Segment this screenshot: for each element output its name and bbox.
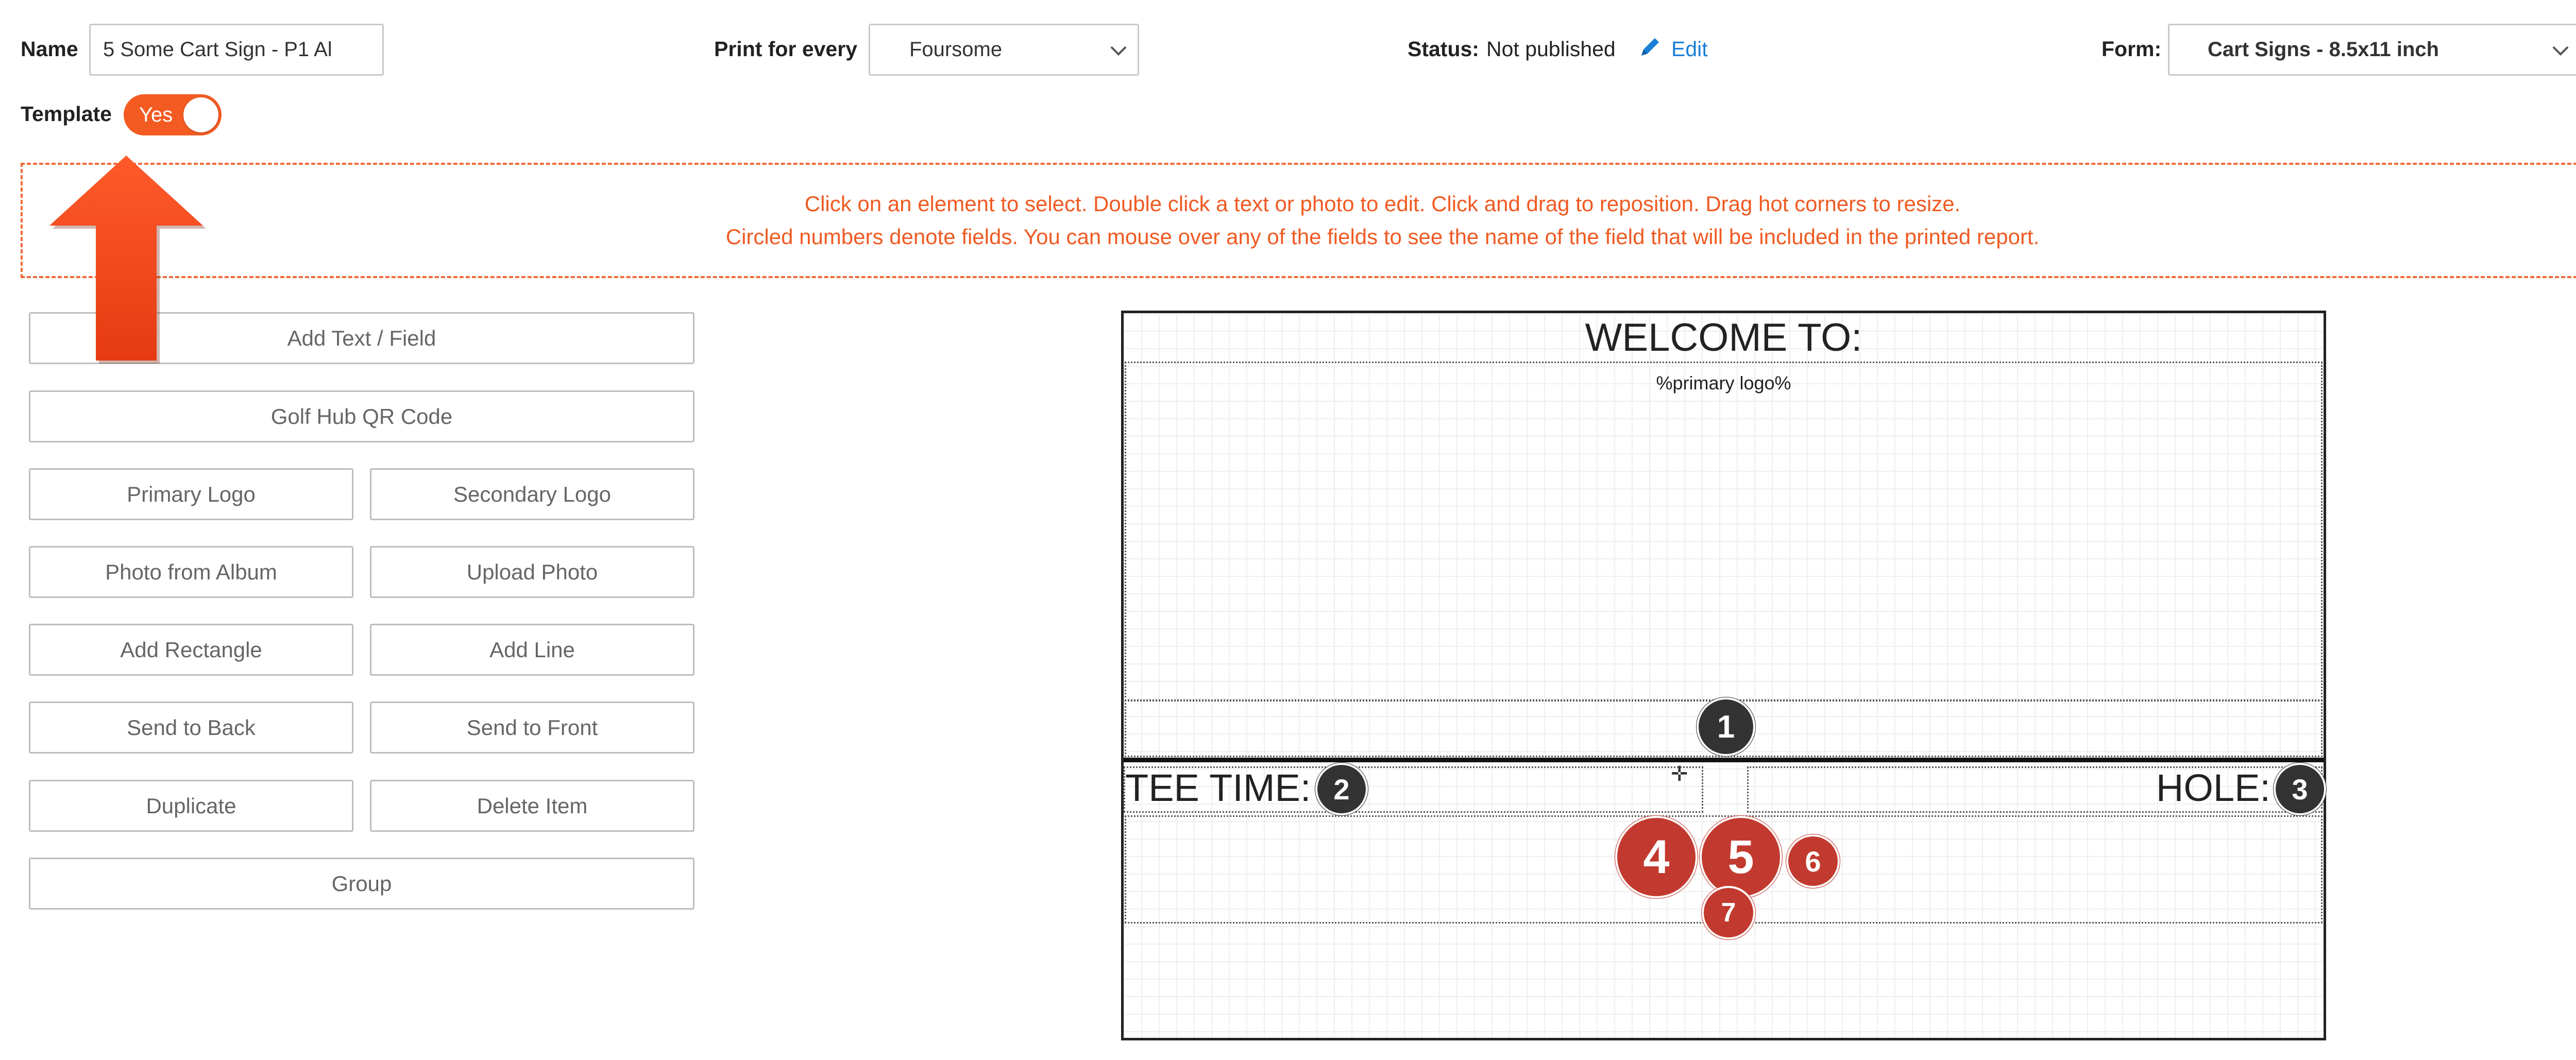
- primary-logo-placeholder: %primary logo%: [1656, 372, 1791, 394]
- welcome-text[interactable]: WELCOME TO:: [1585, 316, 1862, 360]
- status-value: Not published: [1486, 37, 1616, 61]
- instructions-banner: [21, 163, 2576, 278]
- add-line-button[interactable]: Add Line: [370, 624, 694, 676]
- form-select-value: Cart Signs - 8.5x11 inch: [2208, 38, 2439, 61]
- print-for-every-label: Print for every: [714, 37, 857, 61]
- print-for-every-value: Foursome: [909, 38, 1003, 61]
- field-badge-6[interactable]: 6: [1786, 834, 1840, 888]
- golf-hub-qr-code-button[interactable]: Golf Hub QR Code: [29, 390, 694, 442]
- tee-time-label: TEE TIME:: [1125, 766, 1311, 809]
- form-label: Form:: [2102, 37, 2162, 61]
- toggle-knob: [183, 97, 218, 132]
- send-to-front-button[interactable]: Send to Front: [370, 702, 694, 754]
- instructions-line-2: Circled numbers denote fields. You can mouse over any of the fields to see the name of the field that will be included in the printed report.: [725, 225, 2040, 249]
- hole-box[interactable]: [1747, 766, 2323, 813]
- template-label: Template: [21, 102, 112, 126]
- delete-item-button[interactable]: Delete Item: [370, 780, 694, 832]
- group-button[interactable]: Group: [29, 858, 694, 910]
- primary-logo-box[interactable]: [1125, 362, 2323, 702]
- up-arrow-icon: [46, 149, 206, 366]
- add-rectangle-button[interactable]: Add Rectangle: [29, 624, 353, 676]
- field-badge-2[interactable]: 2: [1315, 763, 1368, 815]
- primary-logo-button[interactable]: Primary Logo: [29, 468, 353, 520]
- name-input-value: 5 Some Cart Sign - P1 Al: [103, 38, 332, 61]
- field-badge-5[interactable]: 5: [1700, 816, 1782, 898]
- status-label: Status:: [1408, 37, 1479, 61]
- divider-line[interactable]: [1124, 758, 2324, 762]
- photo-from-album-button[interactable]: Photo from Album: [29, 546, 353, 598]
- field-badge-3[interactable]: 3: [2274, 763, 2326, 815]
- template-toggle[interactable]: [124, 94, 222, 135]
- form-select[interactable]: [2168, 24, 2576, 76]
- field-badge-7[interactable]: 7: [1702, 886, 1755, 939]
- field-badge-1[interactable]: 1: [1697, 697, 1755, 756]
- instructions-line-1: Click on an element to select. Double click a text or photo to edit. Click and drag to reposition. Drag hot corners to resize.: [804, 192, 1961, 216]
- status-edit-link[interactable]: Edit: [1671, 37, 1708, 61]
- send-to-back-button[interactable]: Send to Back: [29, 702, 353, 754]
- name-input[interactable]: [89, 24, 384, 76]
- secondary-logo-button[interactable]: Secondary Logo: [370, 468, 694, 520]
- name-label: Name: [21, 37, 78, 61]
- print-for-every-select[interactable]: [869, 24, 1139, 76]
- move-cursor-icon: ✛: [1671, 763, 1688, 785]
- pencil-icon[interactable]: [1638, 35, 1662, 59]
- upload-photo-button[interactable]: Upload Photo: [370, 546, 694, 598]
- template-toggle-label: Yes: [139, 103, 173, 126]
- add-text-field-button[interactable]: Add Text / Field: [29, 312, 694, 364]
- design-canvas[interactable]: [1121, 311, 2326, 1040]
- tee-time-box[interactable]: [1124, 766, 1703, 813]
- duplicate-button[interactable]: Duplicate: [29, 780, 353, 832]
- field-badge-4[interactable]: 4: [1615, 816, 1698, 898]
- hole-label: HOLE:: [2156, 766, 2270, 809]
